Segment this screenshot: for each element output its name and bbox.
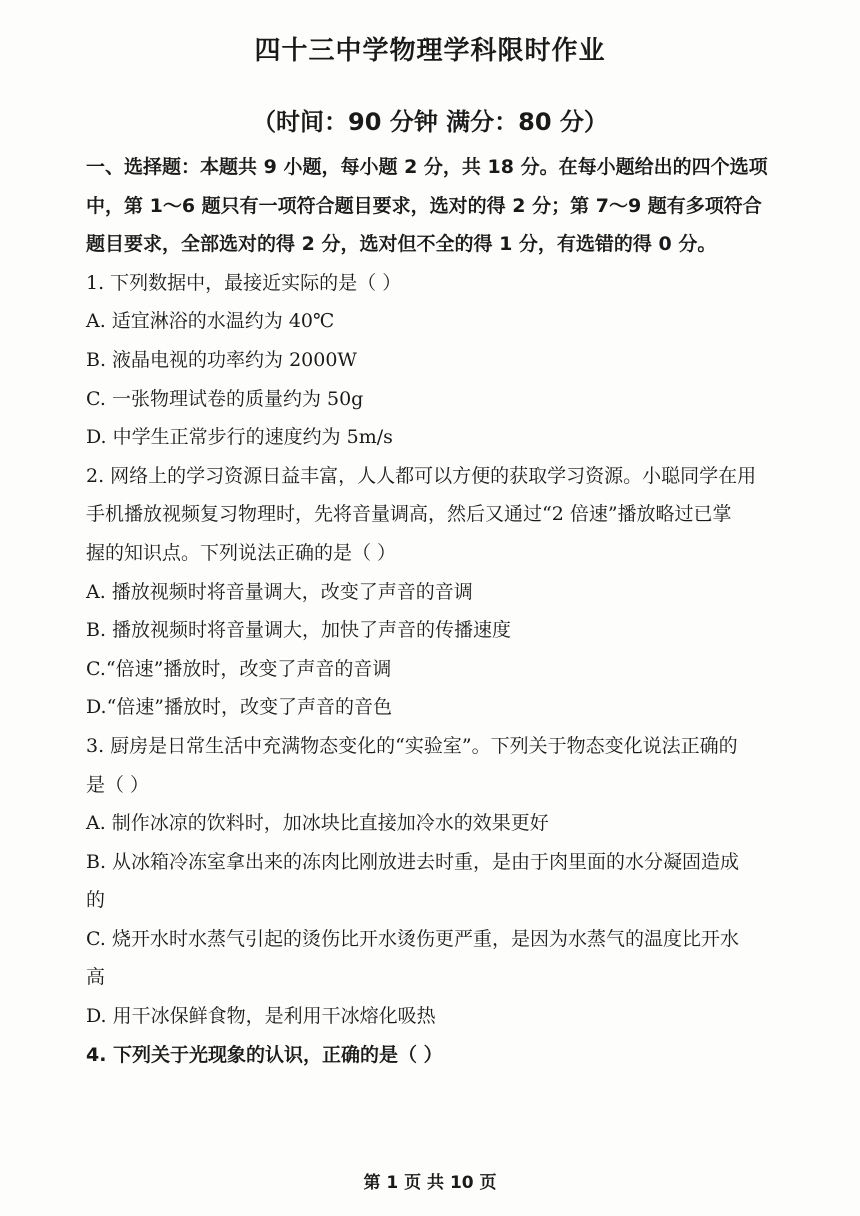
question-2-stem-line-3: 握的知识点。下列说法正确的是（ ） [86, 541, 397, 564]
question-1-option-d: D. 中学生正常步行的速度约为 5m/s [86, 426, 393, 449]
section-instructions-line-3: 题目要求，全部选对的得 2 分，选对但不全的得 1 分，有选错的得 0 分。 [86, 233, 717, 256]
exam-time-score: （时间：90 分钟 满分：80 分） [252, 108, 608, 136]
question-1-option-b: B. 液晶电视的功率约为 2000W [86, 348, 357, 371]
question-3-option-c-line-1: C. 烧开水时水蒸气引起的烫伤比开水烫伤更严重，是因为水蒸气的温度比开水 [86, 927, 739, 950]
question-1-stem: 1. 下列数据中，最接近实际的是（ ） [86, 271, 402, 294]
question-3-option-c-line-2: 高 [86, 966, 106, 989]
question-2-stem-line-1: 2. 网络上的学习资源日益丰富，人人都可以方便的获取学习资源。小聪同学在用 [86, 464, 757, 487]
question-2-option-d: D.“倍速”播放时，改变了声音的音色 [86, 696, 393, 719]
exam-content [86, 148, 786, 1074]
question-1-option-c: C. 一张物理试卷的质量约为 50g [86, 387, 364, 410]
question-1-option-a: A. 适宜淋浴的水温约为 40℃ [86, 310, 335, 333]
page-footer: 第 1 页 共 10 页 [363, 1173, 497, 1193]
question-3-option-b-line-2: 的 [86, 889, 106, 912]
page-title: 四十三中学物理学科限时作业 [254, 36, 606, 66]
question-2-option-c: C.“倍速”播放时，改变了声音的音调 [86, 657, 392, 680]
question-2-option-a: A. 播放视频时将音量调大，改变了声音的音调 [86, 580, 473, 603]
question-3-option-a: A. 制作冰凉的饮料时，加冰块比直接加冷水的效果更好 [86, 812, 549, 835]
question-4-stem: 4. 下列关于光现象的认识，正确的是（ ） [86, 1043, 443, 1066]
question-2-option-b: B. 播放视频时将音量调大，加快了声音的传播速度 [86, 619, 512, 642]
question-3-option-b-line-1: B. 从冰箱冷冻室拿出来的冻肉比刚放进去时重，是由于肉里面的水分凝固造成 [86, 850, 740, 873]
question-3-stem-line-1: 3. 厨房是日常生活中充满物态变化的“实验室”。下列关于物态变化说法正确的 [86, 734, 738, 757]
section-instructions-line-2: 中，第 1～6 题只有一项符合题目要求，选对的得 2 分；第 7～9 题有多项符合 [86, 194, 762, 217]
question-3-option-d: D. 用干冰保鲜食物，是利用干冰熔化吸热 [86, 1005, 436, 1028]
section-instructions-line-1: 一、选择题：本题共 9 小题，每小题 2 分，共 18 分。在每小题给出的四个选项 [86, 156, 768, 178]
question-2-stem-line-2: 手机播放视频复习物理时，先将音量调高，然后又通过“2 倍速”播放略过已掌 [86, 503, 732, 526]
question-3-stem-line-2: 是（ ） [86, 773, 150, 796]
